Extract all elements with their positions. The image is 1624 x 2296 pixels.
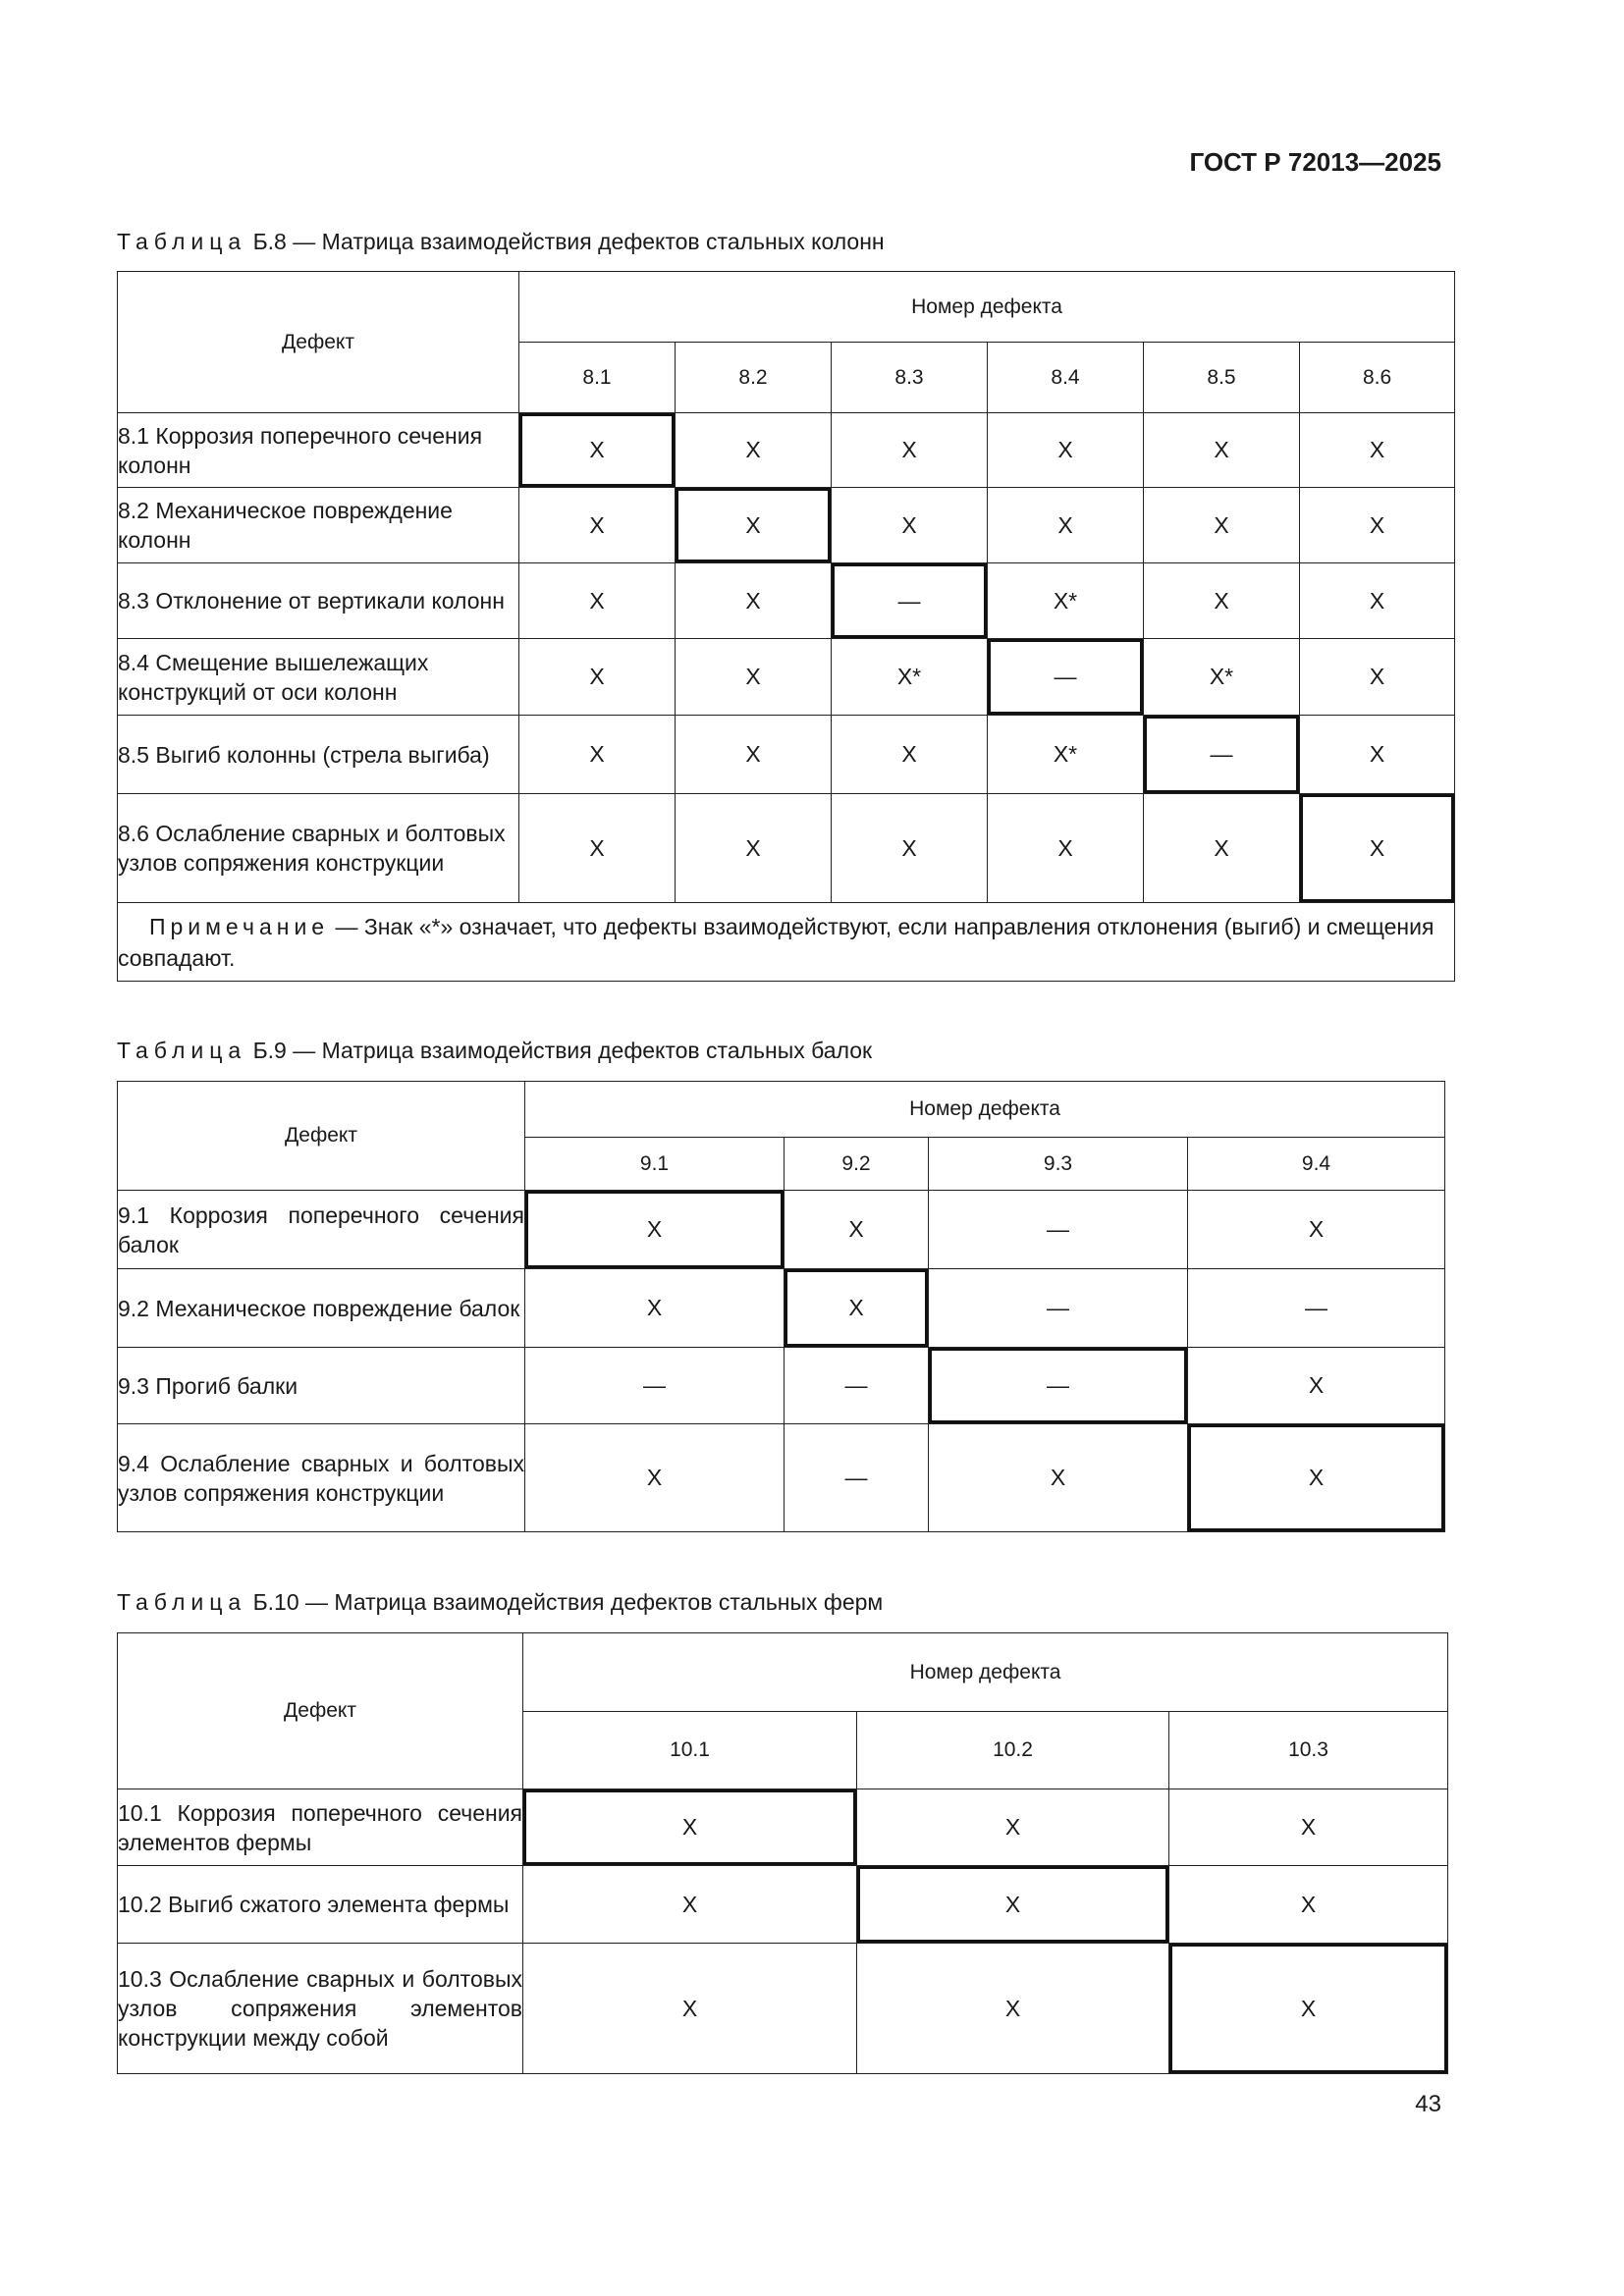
matrix-cell: X: [519, 413, 676, 488]
matrix-cell: X: [857, 1944, 1169, 2074]
column-header: 8.6: [1300, 343, 1455, 413]
note-text: — Знак «*» означает, что дефекты взаимодействуют, если направления отклонения (выгиб) и смещения совпадают.: [118, 913, 1435, 971]
matrix-cell: —: [1144, 716, 1300, 794]
matrix-cell: X: [1300, 413, 1455, 488]
table-row: [118, 716, 1455, 794]
matrix-cell: X: [1300, 794, 1455, 903]
table-note-row: [118, 903, 1455, 982]
matrix-cell: X*: [1144, 639, 1300, 716]
defect-header: Дефект: [118, 272, 519, 413]
column-header: 9.4: [1188, 1138, 1445, 1191]
matrix-cell: —: [525, 1348, 785, 1424]
matrix-cell: X: [676, 794, 832, 903]
column-header: 8.4: [988, 343, 1144, 413]
matrix-cell: X: [525, 1269, 785, 1348]
matrix-cell: X: [523, 1789, 857, 1866]
caption-text: Б.10 — Матрица взаимодействия дефектов стальных ферм: [252, 1589, 884, 1615]
defect-number-header: Номер дефекта: [525, 1082, 1445, 1138]
matrix-cell: —: [929, 1191, 1188, 1269]
table-row: [118, 488, 1455, 563]
column-header: 10.3: [1169, 1712, 1448, 1789]
defect-header: Дефект: [118, 1633, 523, 1789]
matrix-cell: X: [519, 488, 676, 563]
row-label: 8.1 Коррозия поперечного сечения колонн: [118, 413, 519, 488]
matrix-cell: X: [525, 1191, 785, 1269]
defect-header: Дефект: [118, 1082, 525, 1191]
table-note: [118, 903, 1455, 982]
matrix-cell: X: [519, 794, 676, 903]
table-b9-caption: [117, 1038, 872, 1064]
matrix-cell: X: [519, 639, 676, 716]
matrix-cell: X: [1188, 1348, 1445, 1424]
row-label: 9.2 Механическое повреждение балок: [118, 1269, 525, 1348]
matrix-cell: X: [988, 794, 1144, 903]
row-label: 8.3 Отклонение от вертикали колонн: [118, 563, 519, 639]
table-row: [118, 1269, 1445, 1348]
matrix-cell: X: [519, 716, 676, 794]
row-label: 8.6 Ослабление сварных и болтовых узлов сопряжения конструкции: [118, 794, 519, 903]
matrix-cell: X: [676, 413, 832, 488]
row-label: 10.1 Коррозия поперечного сечения элементов фермы: [118, 1789, 523, 1866]
matrix-cell: X: [857, 1789, 1169, 1866]
matrix-cell: X: [832, 794, 988, 903]
caption-text: Б.9 — Матрица взаимодействия дефектов стальных балок: [252, 1038, 873, 1063]
column-header: 9.1: [525, 1138, 785, 1191]
table-row: [118, 794, 1455, 903]
table-row: [118, 1944, 1448, 2074]
matrix-cell: X: [1169, 1789, 1448, 1866]
matrix-cell: X: [525, 1424, 785, 1532]
matrix-cell: —: [785, 1424, 929, 1532]
table-b8: [117, 271, 1455, 982]
matrix-cell: X: [785, 1269, 929, 1348]
column-header: 10.1: [523, 1712, 857, 1789]
matrix-cell: —: [832, 563, 988, 639]
matrix-cell: X: [676, 716, 832, 794]
column-header: 8.3: [832, 343, 988, 413]
matrix-cell: X: [676, 639, 832, 716]
table-row: [118, 1424, 1445, 1532]
column-header: 9.2: [785, 1138, 929, 1191]
caption-prefix: Таблица: [117, 1589, 247, 1615]
matrix-cell: X: [523, 1944, 857, 2074]
matrix-cell: —: [1188, 1269, 1445, 1348]
page-number: 43: [1415, 2091, 1441, 2117]
defect-number-header: Номер дефекта: [519, 272, 1455, 343]
row-label: 9.3 Прогиб балки: [118, 1348, 525, 1424]
matrix-cell: X: [523, 1866, 857, 1944]
caption-prefix: Таблица: [117, 229, 247, 254]
table-row: [118, 639, 1455, 716]
table-row: [118, 563, 1455, 639]
matrix-cell: X: [929, 1424, 1188, 1532]
column-header: 9.3: [929, 1138, 1188, 1191]
matrix-cell: X*: [988, 563, 1144, 639]
matrix-cell: X*: [988, 716, 1144, 794]
row-label: 8.5 Выгиб колонны (стрела выгиба): [118, 716, 519, 794]
matrix-cell: X: [676, 488, 832, 563]
table-row: [118, 1866, 1448, 1944]
matrix-cell: X: [832, 488, 988, 563]
table-b9: [117, 1081, 1445, 1532]
row-label: 9.4 Ослабление сварных и болтовых узлов сопряжения конструкции: [118, 1424, 525, 1532]
matrix-cell: X: [676, 563, 832, 639]
matrix-cell: X*: [832, 639, 988, 716]
matrix-cell: —: [988, 639, 1144, 716]
matrix-cell: X: [857, 1866, 1169, 1944]
column-header: 8.2: [676, 343, 832, 413]
row-label: 8.4 Смещение вышележащих конструкций от оси колонн: [118, 639, 519, 716]
matrix-cell: X: [1300, 716, 1455, 794]
caption-text: Б.8 — Матрица взаимодействия дефектов стальных колонн: [252, 229, 885, 254]
matrix-cell: X: [832, 413, 988, 488]
matrix-cell: X: [1144, 794, 1300, 903]
matrix-cell: X: [1188, 1424, 1445, 1532]
matrix-cell: X: [1144, 563, 1300, 639]
table-row: [118, 413, 1455, 488]
table-b10: [117, 1632, 1448, 2074]
caption-prefix: Таблица: [117, 1038, 247, 1063]
column-header: 8.5: [1144, 343, 1300, 413]
document-code: ГОСТ Р 72013—2025: [1189, 147, 1441, 177]
table-row: [118, 1191, 1445, 1269]
table-b8-caption: [117, 229, 885, 255]
matrix-cell: X: [1300, 488, 1455, 563]
row-label: 8.2 Механическое повреждение колонн: [118, 488, 519, 563]
table-row: [118, 1789, 1448, 1866]
row-label: 10.3 Ослабление сварных и болтовых узлов сопряжения элементов конструкции между собой: [118, 1944, 523, 2074]
row-label: 10.2 Выгиб сжатого элемента фермы: [118, 1866, 523, 1944]
matrix-cell: X: [832, 716, 988, 794]
table-b10-caption: [117, 1589, 883, 1616]
matrix-cell: X: [1188, 1191, 1445, 1269]
note-prefix: Примечание: [148, 913, 330, 939]
matrix-cell: X: [1144, 413, 1300, 488]
matrix-cell: X: [1169, 1866, 1448, 1944]
table-row: [118, 1348, 1445, 1424]
matrix-cell: —: [785, 1348, 929, 1424]
matrix-cell: X: [785, 1191, 929, 1269]
row-label: 9.1 Коррозия поперечного сечения балок: [118, 1191, 525, 1269]
matrix-cell: X: [988, 413, 1144, 488]
matrix-cell: X: [1169, 1944, 1448, 2074]
matrix-cell: —: [929, 1269, 1188, 1348]
matrix-cell: X: [988, 488, 1144, 563]
matrix-cell: X: [519, 563, 676, 639]
matrix-cell: X: [1300, 563, 1455, 639]
matrix-cell: X: [1144, 488, 1300, 563]
matrix-cell: —: [929, 1348, 1188, 1424]
column-header: 8.1: [519, 343, 676, 413]
matrix-cell: X: [1300, 639, 1455, 716]
column-header: 10.2: [857, 1712, 1169, 1789]
defect-number-header: Номер дефекта: [523, 1633, 1448, 1712]
